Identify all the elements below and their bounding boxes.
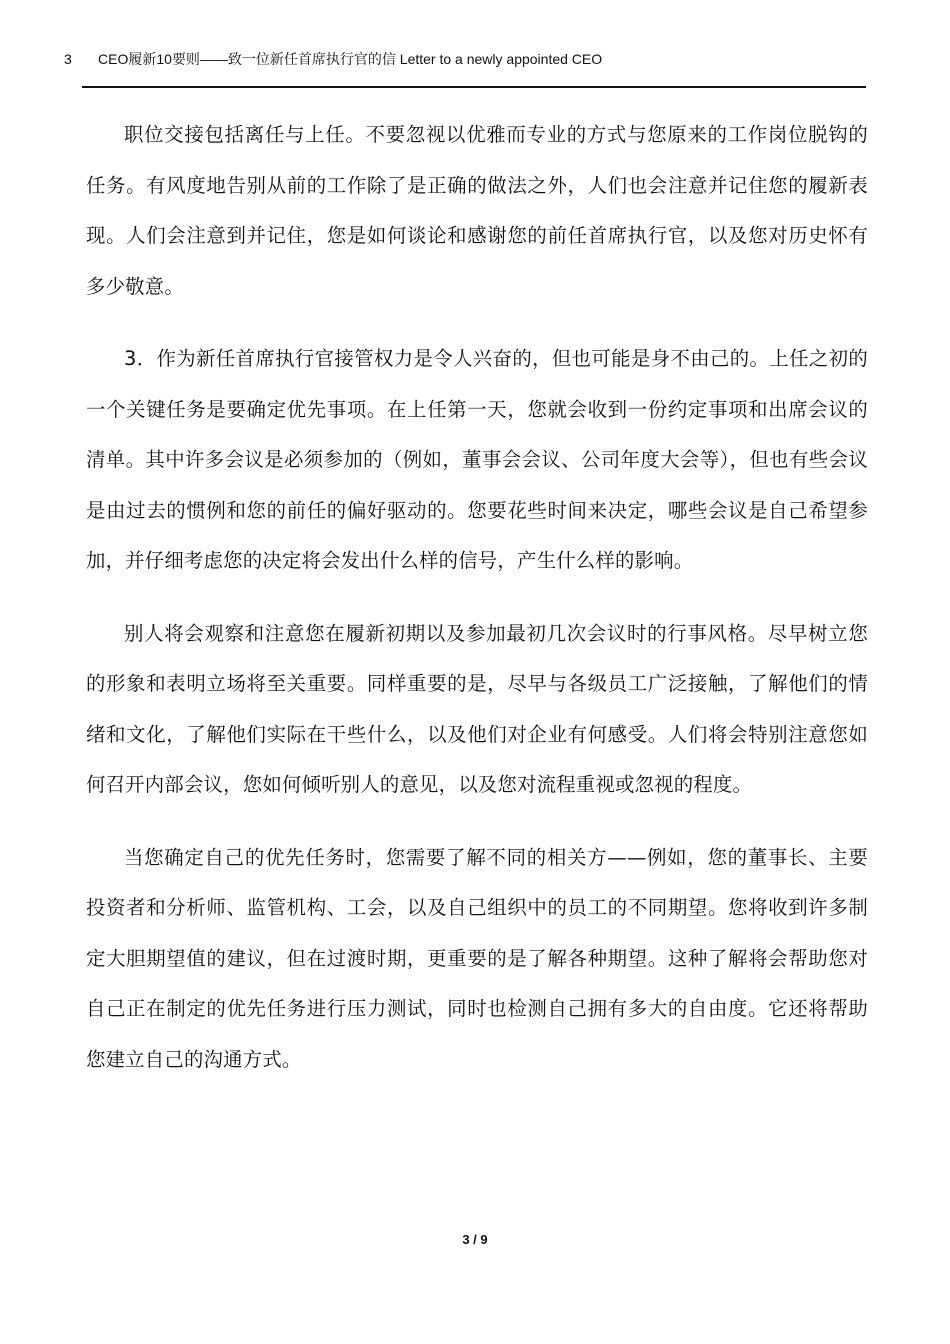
footer-page-indicator: 3 / 9 (462, 1232, 488, 1247)
header-page-number: 3 (64, 51, 72, 67)
header-divider (82, 86, 866, 88)
page-footer (0, 1230, 950, 1250)
paragraph: 3．作为新任首席执行官接管权力是令人兴奋的，但也可能是身不由己的。上任之初的一个关键任务是要确定优先事项。在上任第一天，您就会收到一份约定事项和出席会议的清单。其中许多会议是必须参加的（例如，董事会会议、公司年度大会等），但也有些会议是由过去的惯例和您的前任的偏好驱动的。您要花些时间来决定，哪些会议是自己希望参加，并仔细考虑您的决定将会发出什么样的信号，产生什么样的影响。 (86, 347, 868, 572)
paragraph: 别人将会观察和注意您在履新初期以及参加最初几次会议时的行事风格。尽早树立您的形象和表明立场将至关重要。同样重要的是，尽早与各级员工广泛接触，了解他们的情绪和文化，了解他们实际在干些什么，以及他们对企业有何感受。人们将会特别注意您如何召开内部会议，您如何倾听别人的意见，以及您对流程重视或忽视的程度。 (86, 621, 868, 796)
document-body (86, 110, 868, 1107)
paragraph: 职位交接包括离任与上任。不要忽视以优雅而专业的方式与您原来的工作岗位脱钩的任务。有风度地告别从前的工作除了是正确的做法之外，人们也会注意并记住您的履新表现。人们会注意到并记住，您是如何谈论和感谢您的前任首席执行官，以及您对历史怀有多少敬意。 (86, 123, 868, 298)
page-header (64, 44, 866, 74)
header-title: CEO履新10要则——致一位新任首席执行官的信 Letter to a newly appointed CEO (98, 51, 603, 67)
paragraph: 当您确定自己的优先任务时，您需要了解不同的相关方——例如，您的董事长、主要投资者和分析师、监管机构、工会，以及自己组织中的员工的不同期望。您将收到许多制定大胆期望值的建议，但在过渡时期，更重要的是了解各种期望。这种了解将会帮助您对自己正在制定的优先任务进行压力测试，同时也检测自己拥有多大的自由度。它还将帮助您建立自己的沟通方式。 (86, 845, 868, 1071)
